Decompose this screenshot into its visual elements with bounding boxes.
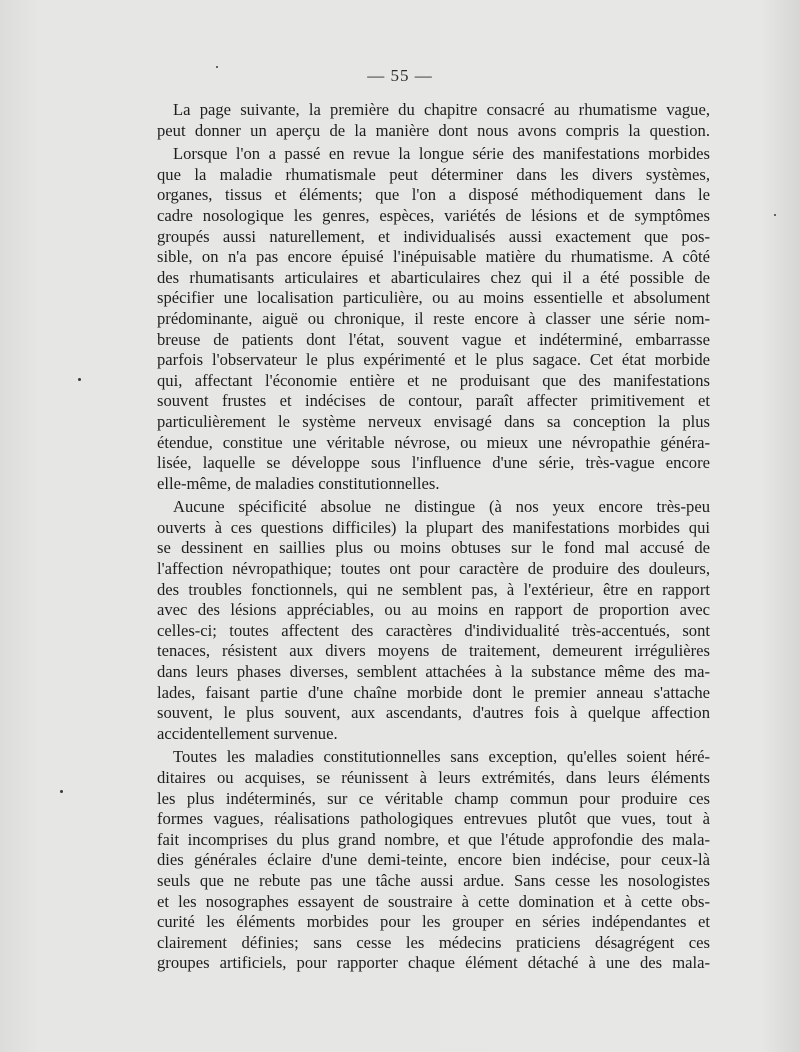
page-number: — 55 — bbox=[367, 66, 433, 85]
text-line: curité les éléments morbides pour les grouper en séries indépendantes et bbox=[157, 912, 710, 932]
body-text bbox=[157, 100, 710, 974]
text-line: breuse de patients dont l'état, souvent vague et indéterminé, embarrasse bbox=[157, 329, 710, 349]
paragraph bbox=[157, 144, 710, 494]
print-speck bbox=[60, 790, 63, 793]
text-line: tenaces, résistent aux divers moyens de traitement, demeurent irrégulières bbox=[157, 641, 710, 661]
print-speck bbox=[78, 378, 81, 381]
text-line: lades, faisant partie d'une chaîne morbide dont le premier anneau s'attache bbox=[157, 682, 710, 702]
text-line: avec des lésions appréciables, ou au moins en rapport de proportion avec bbox=[157, 600, 710, 620]
text-line: lisée, laquelle se développe sous l'influence d'une série, très-vague encore bbox=[157, 453, 710, 473]
text-line: des troubles fonctionnels, qui ne semblent pas, à l'extérieur, être en rapport bbox=[157, 579, 710, 599]
text-line: seuls que ne rebute pas une tâche aussi ardue. Sans cesse les nosologistes bbox=[157, 870, 710, 890]
text-line: prédominante, aiguë ou chronique, il reste encore à classer une série nom- bbox=[157, 308, 710, 328]
text-line: groupés aussi naturellement, et individualisés aussi exactement que pos- bbox=[157, 226, 710, 246]
text-line: dies générales éclaire d'une demi-teinte, encore bien indécise, pour ceux-là bbox=[157, 850, 710, 870]
text-line: peut donner un aperçu de la manière dont nous avons compris la question. bbox=[157, 120, 710, 140]
text-line: qui, affectant l'économie entière et ne produisant que des manifestations bbox=[157, 370, 710, 390]
text-line: fait incomprises du plus grand nombre, et que l'étude approfondie des mala- bbox=[157, 829, 710, 849]
text-line: dans leurs phases diverses, semblent attachées à la substance même des ma- bbox=[157, 662, 710, 682]
paragraph bbox=[157, 747, 710, 974]
print-speck bbox=[216, 66, 218, 68]
text-line: des rhumatisants articulaires et abarticulaires chez qui il a été possible de bbox=[157, 267, 710, 287]
text-line: elle-même, de maladies constitutionnelles. bbox=[157, 473, 440, 493]
text-line: étendue, constitue une véritable névrose, ou mieux une névropathie généra- bbox=[157, 432, 710, 452]
paragraph bbox=[157, 100, 710, 141]
text-line: particulièrement le système nerveux envisagé dans sa conception la plus bbox=[157, 411, 710, 431]
text-line: souvent, le plus souvent, aux ascendants, d'autres fois à quelque affection bbox=[157, 703, 710, 723]
text-line: Lorsque l'on a passé en revue la longue série des manifestations morbides bbox=[173, 144, 710, 164]
text-line: ouverts à ces questions difficiles) la plupart des manifestations morbides qui bbox=[157, 517, 710, 537]
text-line: groupes artificiels, pour rapporter chaque élément détaché à une des mala- bbox=[157, 953, 710, 973]
text-line: spécifier une localisation particulière, ou au moins essentielle et absolument bbox=[157, 288, 710, 308]
text-line: parfois l'observateur le plus expérimenté et le plus sagace. Cet état morbide bbox=[157, 350, 710, 370]
text-line: celles-ci; toutes affectent des caractères d'individualité très-accentués, sont bbox=[157, 620, 710, 640]
text-line: organes, tissus et éléments; que l'on a disposé méthodiquement dans le bbox=[157, 185, 710, 205]
text-line: Aucune spécificité absolue ne distingue (à nos yeux encore très-peu bbox=[173, 497, 710, 517]
text-line: formes vagues, réalisations pathologiques entrevues plutôt que vues, tout à bbox=[157, 809, 710, 829]
text-line: Toutes les maladies constitutionnelles sans exception, qu'elles soient héré- bbox=[173, 747, 710, 767]
print-speck bbox=[774, 214, 776, 216]
text-line: sible, on n'a pas encore épuisé l'inépuisable matière du rhumatisme. A côté bbox=[157, 247, 710, 267]
text-line: les plus indéterminés, sur ce véritable champ commun pour produire ces bbox=[157, 788, 710, 808]
text-line: cadre nosologique les genres, espèces, variétés de lésions et de symptômes bbox=[157, 205, 710, 225]
text-line: La page suivante, la première du chapitre consacré au rhumatisme vague, bbox=[173, 100, 710, 119]
text-line: clairement définies; sans cesse les médecins praticiens désagrégent ces bbox=[157, 932, 710, 952]
paragraph bbox=[157, 497, 710, 744]
text-line: ditaires ou acquises, se réunissent à leurs extrémités, dans leurs éléments bbox=[157, 768, 710, 787]
text-line: accidentellement survenue. bbox=[157, 723, 338, 743]
text-line: l'affection névropathique; toutes ont pour caractère de produire des douleurs, bbox=[157, 559, 710, 579]
text-line: que la maladie rhumatismale peut déterminer dans les divers systèmes, bbox=[157, 164, 710, 184]
text-line: se dessinent en saillies plus ou moins obtuses sur le fond mal accusé de bbox=[157, 538, 710, 558]
text-line: et les nosographes essayent de soustraire à cette domination et à cette obs- bbox=[157, 891, 710, 911]
text-line: souvent frustes et indécises de contour, paraît affecter primitivement et bbox=[157, 391, 710, 411]
